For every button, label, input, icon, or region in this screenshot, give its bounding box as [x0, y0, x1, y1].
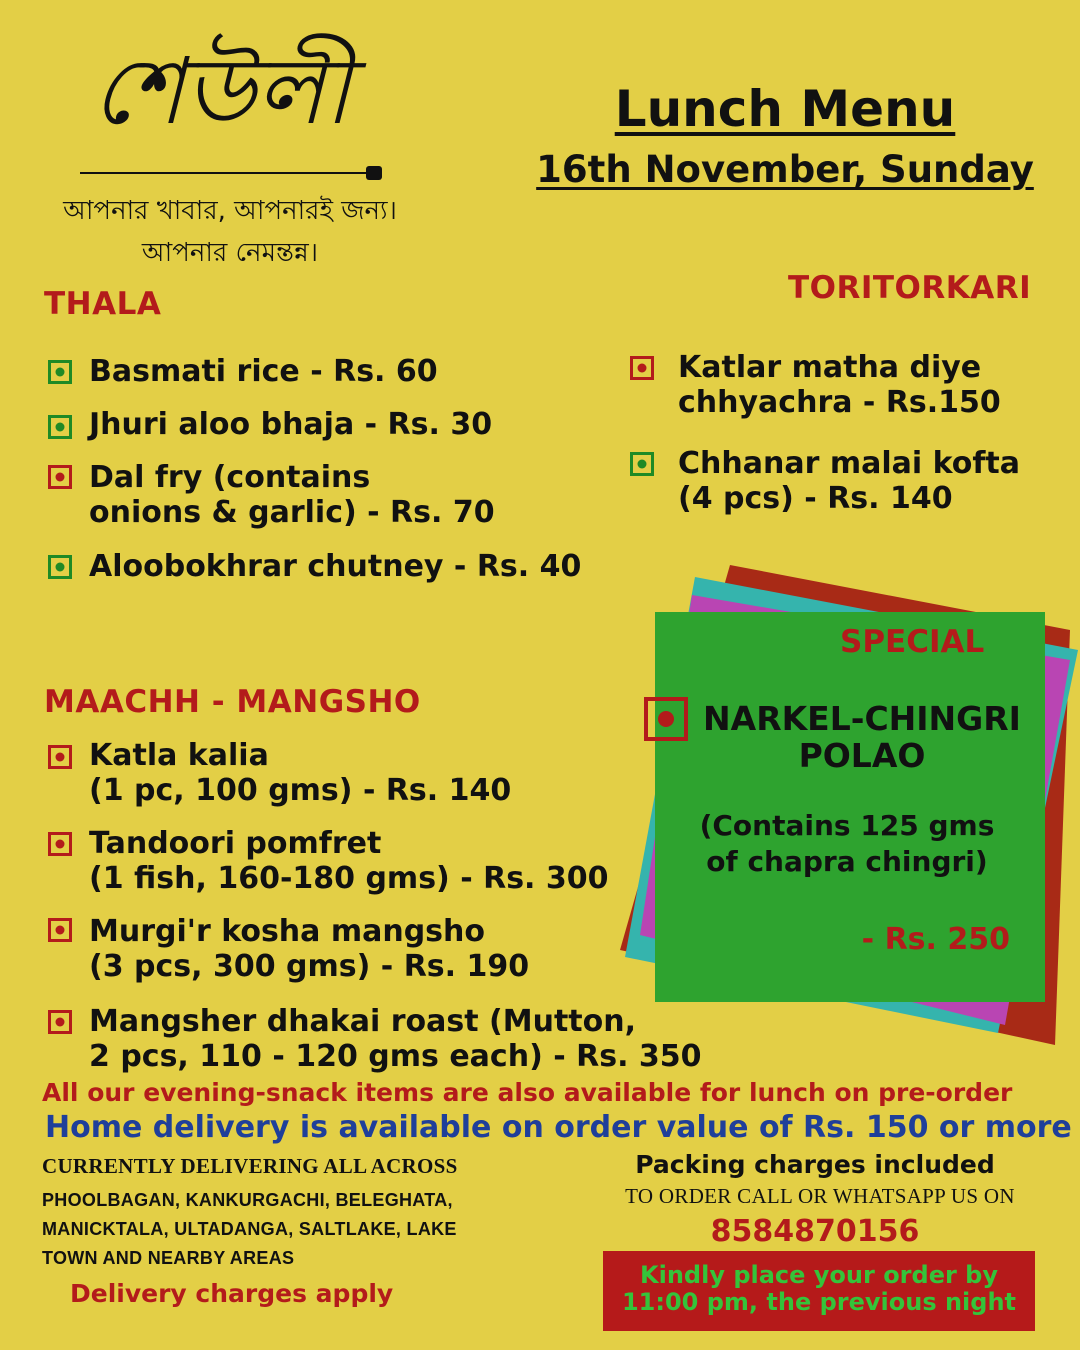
- tagline-2: আপনার নেমন্তন্ন।: [141, 238, 319, 268]
- menu-item: Tandoori pomfret (1 fish, 160-180 gms) - Rs. 300: [89, 826, 609, 896]
- delivery-areas-heading: CURRENTLY DELIVERING ALL ACROSS: [42, 1154, 458, 1178]
- non-veg-icon: [48, 1010, 72, 1034]
- order-deadline-text: Kindly place your order by 11:00 pm, the previous night: [621, 1261, 1017, 1316]
- non-veg-icon: [48, 745, 72, 769]
- menu-item: Mangsher dhakai roast (Mutton, 2 pcs, 110 - 120 gms each) - Rs. 350: [89, 1004, 702, 1074]
- tagline-1: আপনার খাবার, আপনারই জন্য।: [63, 196, 397, 226]
- section-heading-toritorkari: TORITORKARI: [788, 270, 1032, 306]
- section-heading-thala: THALA: [44, 286, 162, 322]
- menu-item: Aloobokhrar chutney - Rs. 40: [89, 549, 582, 584]
- menu-item: Chhanar malai kofta (4 pcs) - Rs. 140: [678, 446, 1020, 516]
- non-veg-icon: [644, 697, 688, 741]
- home-delivery-note: Home delivery is available on order value of Rs. 150 or more: [45, 1110, 1072, 1145]
- packing-note: Packing charges included: [635, 1150, 995, 1179]
- veg-icon: [48, 555, 72, 579]
- delivery-areas-list: PHOOLBAGAN, KANKURGACHI, BELEGHATA, MANICKTALA, ULTADANGA, SALTLAKE, LAKE TOWN AND NEARBY AREAS: [42, 1190, 457, 1268]
- special-dish-name: NARKEL-CHINGRI POLAO: [703, 699, 1021, 775]
- menu-item: Murgi'r kosha mangsho (3 pcs, 300 gms) - Rs. 190: [89, 914, 530, 984]
- menu-date: 16th November, Sunday: [536, 148, 1034, 191]
- menu-item: Basmati rice - Rs. 60: [89, 354, 438, 389]
- section-heading-maachh-mangsho: MAACHH - MANGSHO: [44, 684, 421, 720]
- logo-underline: [80, 172, 370, 174]
- menu-item: Dal fry (contains onions & garlic) - Rs. 70: [89, 460, 495, 530]
- special-dish-price: - Rs. 250: [861, 922, 1010, 957]
- delivery-charges-note: Delivery charges apply: [70, 1279, 394, 1308]
- veg-icon: [48, 415, 72, 439]
- veg-icon: [48, 360, 72, 384]
- veg-icon: [630, 452, 654, 476]
- non-veg-icon: [48, 465, 72, 489]
- non-veg-icon: [48, 918, 72, 942]
- logo-spoon-cap: [366, 166, 382, 180]
- phone-number: 8584870156: [710, 1214, 920, 1249]
- menu-item: Katla kalia (1 pc, 100 gms) - Rs. 140: [89, 738, 512, 808]
- non-veg-icon: [630, 356, 654, 380]
- order-call-text: TO ORDER CALL OR WHATSAPP US ON: [625, 1184, 1015, 1208]
- evening-snack-note: All our evening-snack items are also available for lunch on pre-order: [42, 1078, 1013, 1107]
- special-dish-note: (Contains 125 gms of chapra chingri): [699, 809, 995, 878]
- menu-item: Katlar matha diye chhyachra - Rs.150: [678, 350, 1001, 420]
- menu-item: Jhuri aloo bhaja - Rs. 30: [89, 407, 493, 442]
- page-title: Lunch Menu: [614, 80, 956, 138]
- non-veg-icon: [48, 832, 72, 856]
- brand-logo: শেউলী: [92, 38, 351, 145]
- section-heading-special: SPECIAL: [840, 624, 985, 660]
